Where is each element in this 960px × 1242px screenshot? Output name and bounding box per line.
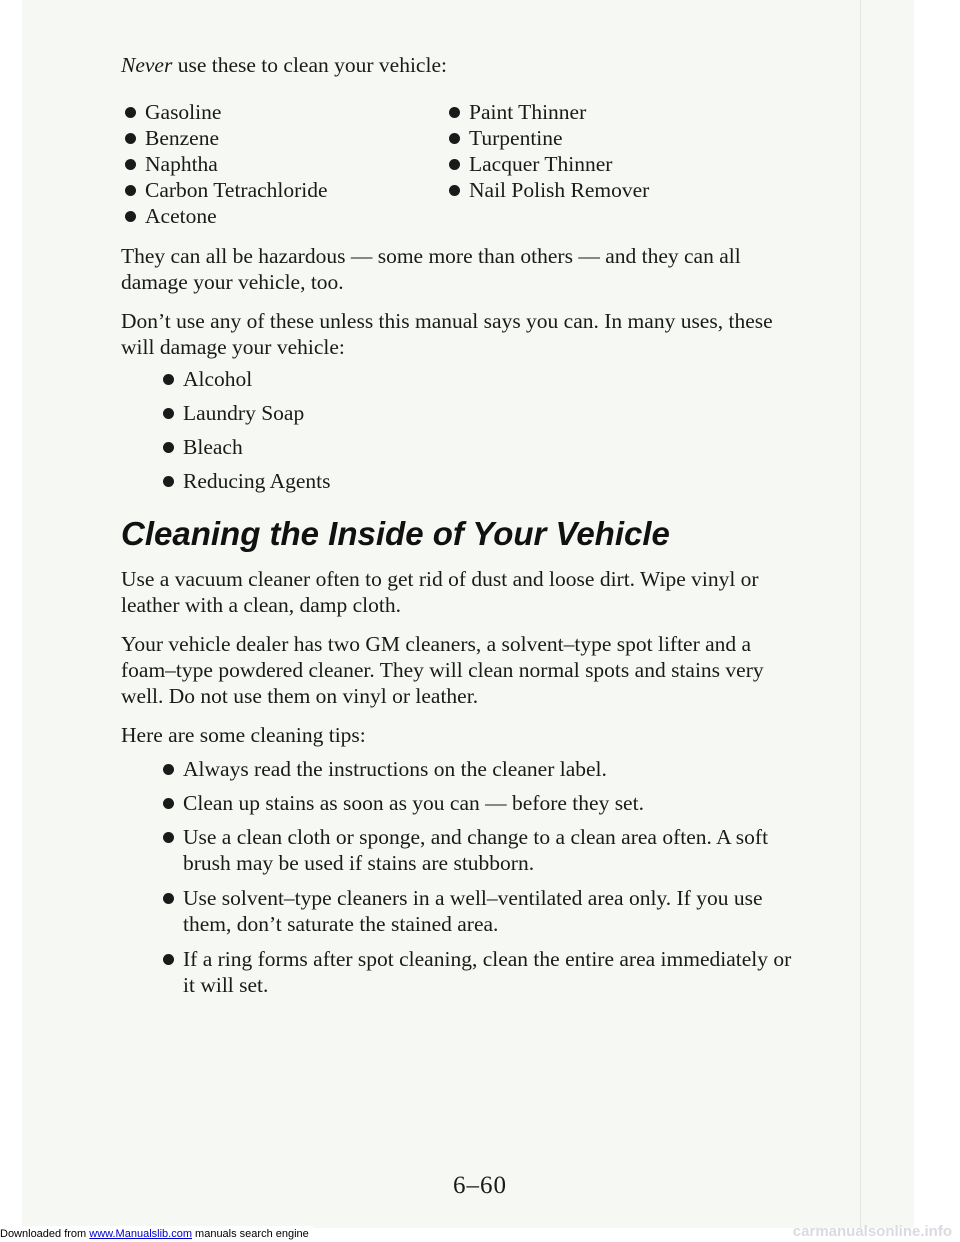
list-item: Turpentine	[449, 125, 769, 151]
never-use-column-right	[449, 99, 769, 229]
tips-list	[163, 756, 801, 998]
never-use-column-left	[125, 99, 445, 229]
list-item: Alcohol	[163, 366, 801, 392]
list-item: Reducing Agents	[163, 468, 801, 494]
download-banner	[0, 1226, 313, 1242]
list-item: Use solvent–type cleaners in a well–ventilated area only. If you use them, don’t saturate the stained area.	[163, 885, 801, 937]
page-number: 6–60	[453, 1172, 507, 1199]
banner-suffix: manuals search engine	[191, 1228, 309, 1240]
list-item: If a ring forms after spot cleaning, clean the entire area immediately or it will set.	[163, 946, 801, 998]
banner-prefix: Downloaded from	[0, 1228, 90, 1240]
list-item: Lacquer Thinner	[449, 151, 769, 177]
vacuum-paragraph: Use a vacuum cleaner often to get rid of dust and loose dirt. Wipe vinyl or leather with a clean, damp cloth.	[121, 567, 759, 617]
list-item: Benzene	[125, 125, 445, 151]
intro-line	[121, 52, 801, 78]
manualslib-link[interactable]: www.Manualslib.com	[89, 1228, 192, 1240]
list-item: Paint Thinner	[449, 99, 769, 125]
list-item: Clean up stains as soon as you can — before they set.	[163, 790, 801, 816]
hazard-paragraph: They can all be hazardous — some more than others — and they can all damage your vehicle, too.	[121, 244, 741, 294]
intro-text: use these to clean your vehicle:	[172, 53, 447, 77]
list-item: Gasoline	[125, 99, 445, 125]
damage-list	[163, 366, 801, 494]
dont-use-paragraph: Don’t use any of these unless this manual says you can. In many uses, these will damage your vehicle:	[121, 309, 773, 359]
list-item: Nail Polish Remover	[449, 177, 769, 203]
page-content	[121, 52, 801, 1007]
list-item: Always read the instructions on the cleaner label.	[163, 756, 801, 782]
list-item: Carbon Tetrachloride	[125, 177, 445, 203]
list-item: Use a clean cloth or sponge, and change to a clean area often. A soft brush may be used if stains are stubborn.	[163, 824, 801, 876]
watermark-text: carmanualsonline.info	[792, 1223, 952, 1240]
dealer-paragraph: Your vehicle dealer has two GM cleaners, a solvent–type spot lifter and a foam–type powdered cleaner. They will clean normal spots and stains very well. Do not use them on vinyl or leather.	[121, 632, 764, 708]
list-item: Bleach	[163, 434, 801, 460]
list-item: Naphtha	[125, 151, 445, 177]
intro-emphasis: Never	[121, 53, 173, 77]
never-use-list	[125, 99, 801, 229]
section-heading: Cleaning the Inside of Your Vehicle	[121, 515, 670, 552]
scan-edge-line	[860, 0, 861, 1228]
list-item: Laundry Soap	[163, 400, 801, 426]
list-item: Acetone	[125, 203, 445, 229]
tips-intro: Here are some cleaning tips:	[121, 723, 366, 747]
